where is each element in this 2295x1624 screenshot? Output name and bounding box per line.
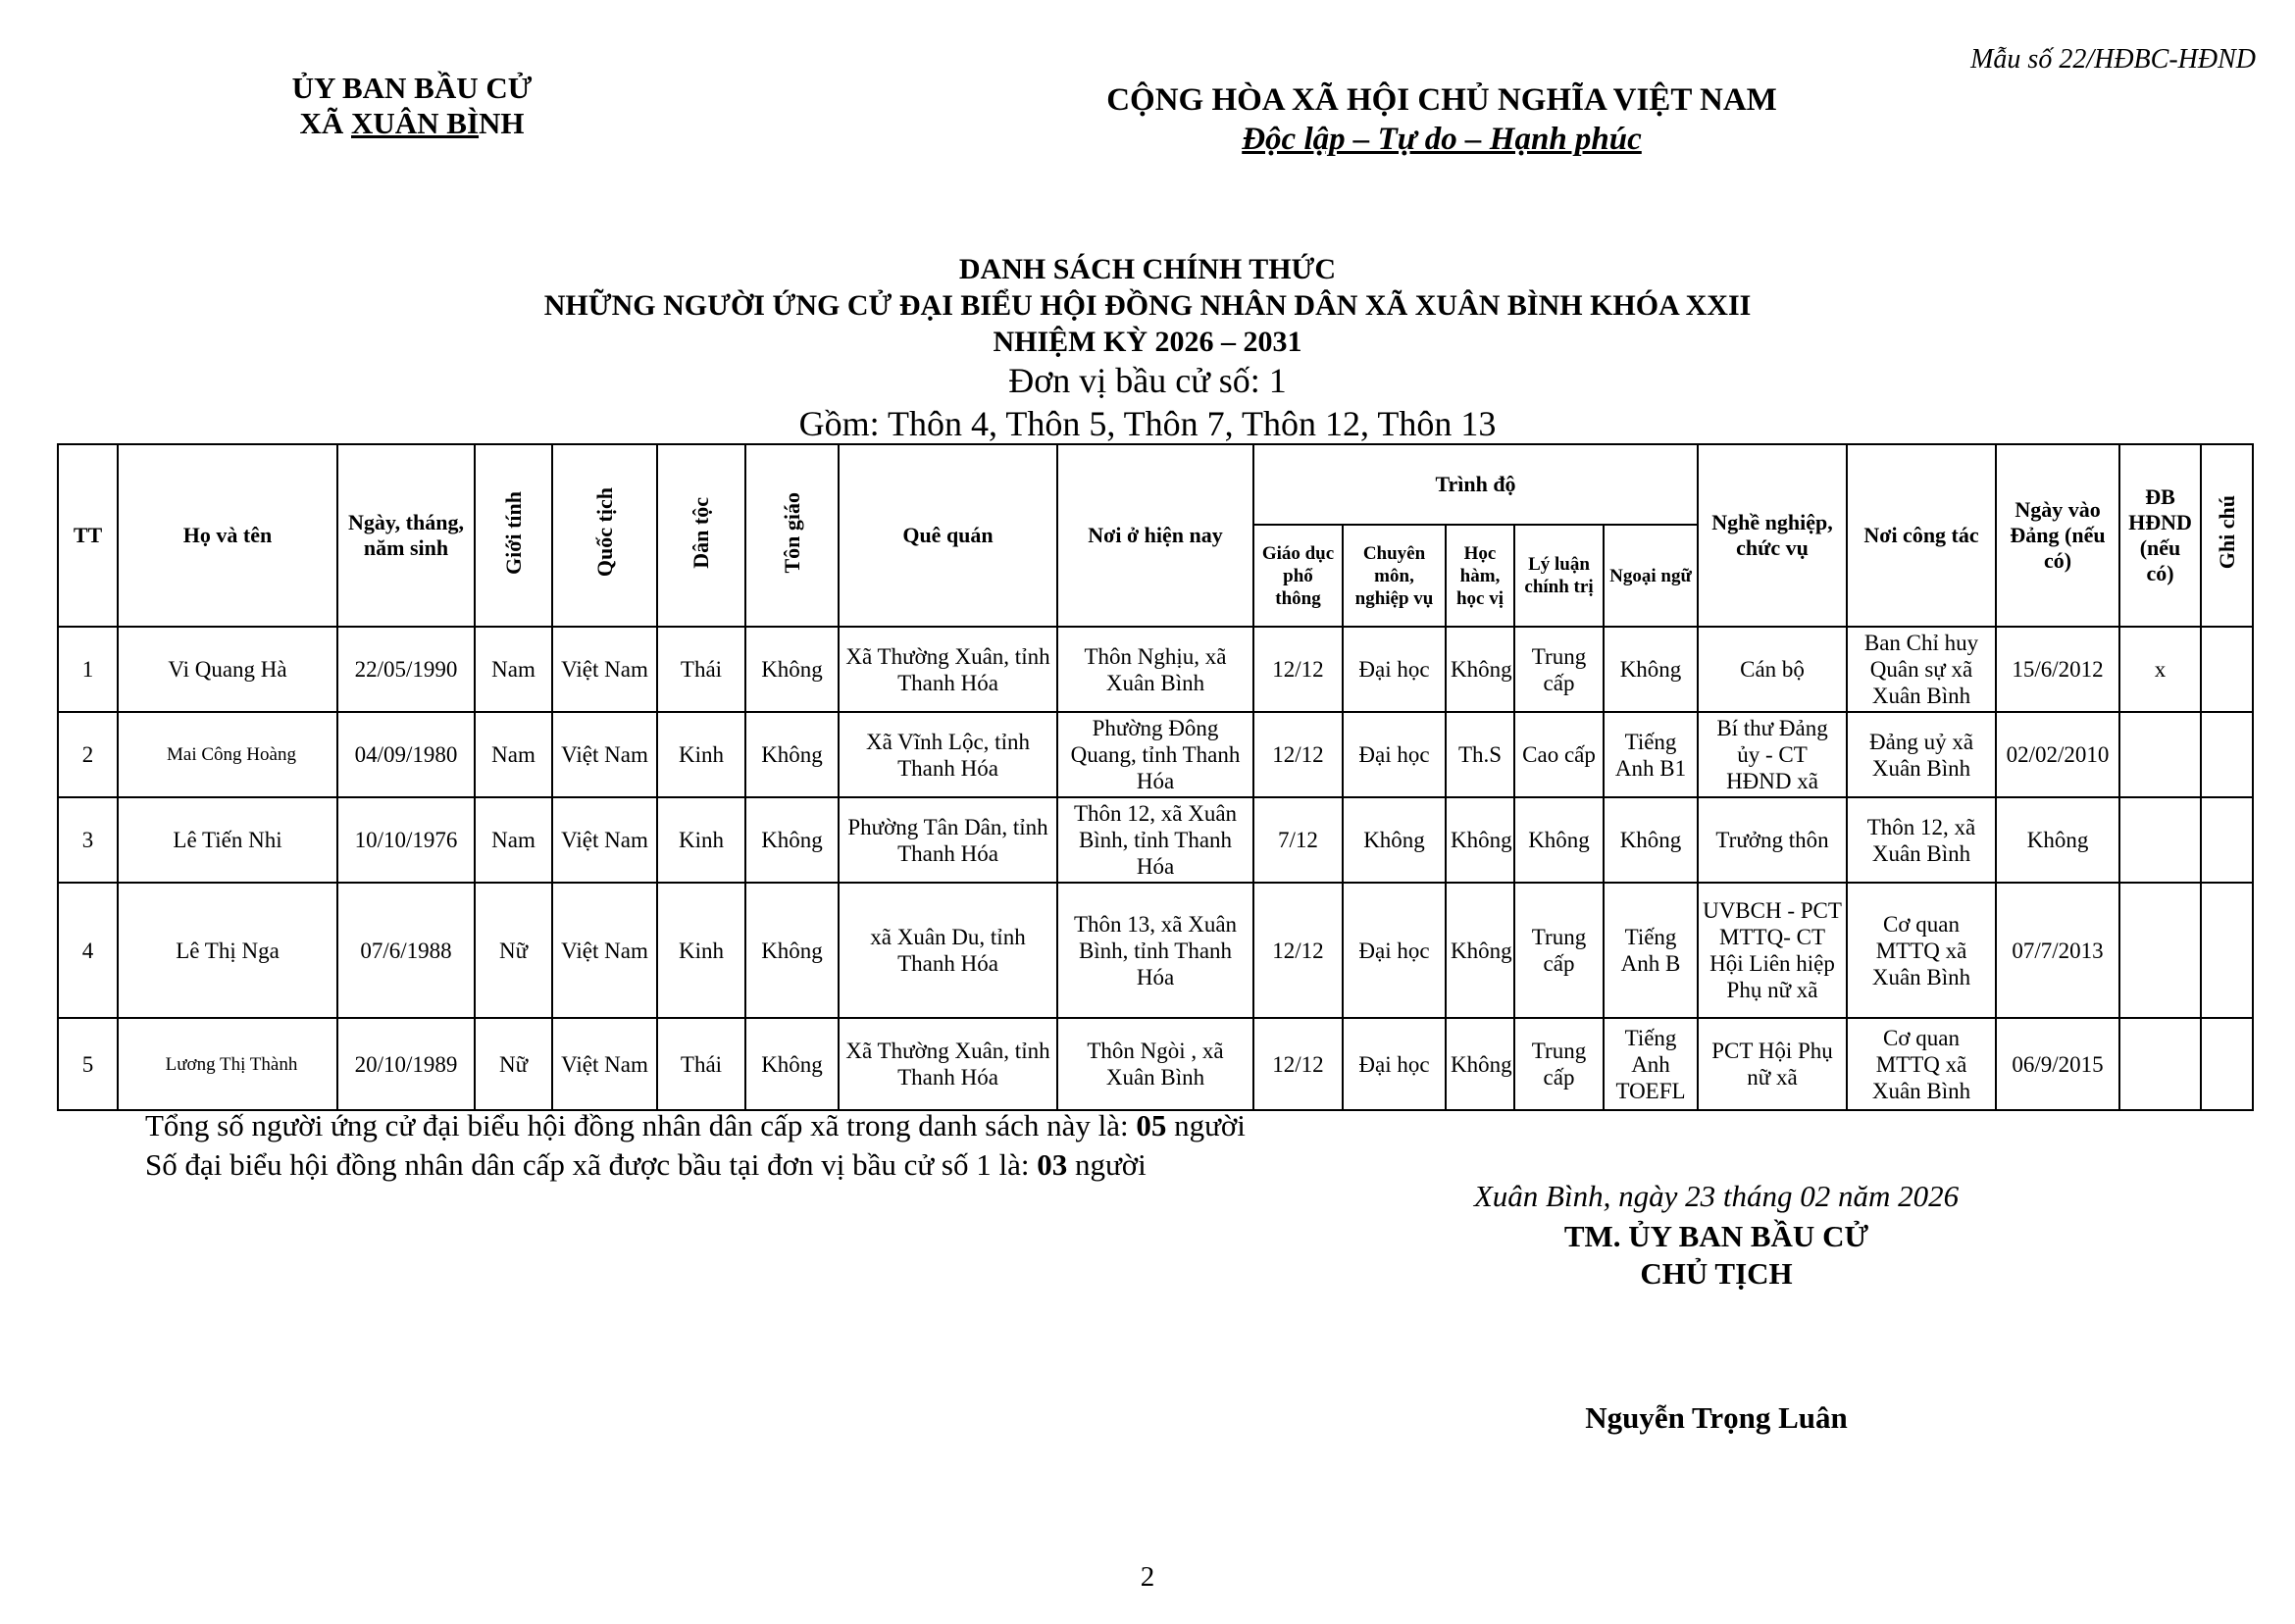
cell-nationality: Việt Nam <box>552 627 657 712</box>
title-line2: NHỮNG NGƯỜI ỨNG CỬ ĐẠI BIỂU HỘI ĐỒNG NHÂN DÂN XÃ XUÂN BÌNH KHÓA XXII <box>543 289 1752 322</box>
cell-note <box>2201 1018 2253 1110</box>
cell-note <box>2201 712 2253 797</box>
table-row <box>58 712 2253 797</box>
cell-general-edu: 12/12 <box>1253 1018 1343 1110</box>
cell-dob: 10/10/1976 <box>337 797 475 883</box>
cell-ethnicity: Thái <box>657 1018 745 1110</box>
cell-language: Tiếng Anh B1 <box>1604 712 1698 797</box>
national-header <box>1079 80 1805 159</box>
title-line1: DANH SÁCH CHÍNH THỨC <box>958 253 1337 285</box>
cell-hometown: Phường Tân Dân, tỉnh Thanh Hóa <box>839 797 1057 883</box>
cell-language: Không <box>1604 627 1698 712</box>
cell-note <box>2201 797 2253 883</box>
cell-nationality: Việt Nam <box>552 797 657 883</box>
header-nationality <box>552 444 657 627</box>
cell-occupation: UVBCH - PCT MTTQ- CT Hội Liên hiệp Phụ nữ xã <box>1698 883 1847 1018</box>
cell-party-date: 07/7/2013 <box>1996 883 2119 1018</box>
header-note <box>2201 444 2253 627</box>
cell-party-date: 15/6/2012 <box>1996 627 2119 712</box>
header-language: Ngoại ngữ <box>1604 525 1698 627</box>
cell-academic: Không <box>1446 883 1514 1018</box>
summary-line1-count: 05 <box>1136 1108 1167 1142</box>
cell-nationality: Việt Nam <box>552 712 657 797</box>
table-row <box>58 883 2253 1018</box>
cell-note <box>2201 883 2253 1018</box>
summary-line1-unit: người <box>1166 1108 1246 1142</box>
committee-header <box>255 71 569 141</box>
document-title <box>0 251 2295 360</box>
cell-professional: Không <box>1343 797 1446 883</box>
cell-religion: Không <box>745 627 839 712</box>
cell-party-date: 02/02/2010 <box>1996 712 2119 797</box>
summary-line1-text: Tổng số người ứng cử đại biểu hội đồng nhân dân cấp xã trong danh sách này là: <box>145 1108 1137 1142</box>
cell-tt: 3 <box>58 797 118 883</box>
signature-title: CHỦ TỊCH <box>1640 1256 1793 1291</box>
cell-nationality: Việt Nam <box>552 1018 657 1110</box>
cell-ethnicity: Thái <box>657 627 745 712</box>
cell-religion: Không <box>745 1018 839 1110</box>
cell-professional: Đại học <box>1343 627 1446 712</box>
cell-academic: Không <box>1446 797 1514 883</box>
cell-general-edu: 7/12 <box>1253 797 1343 883</box>
header-hometown: Quê quán <box>839 444 1057 627</box>
cell-language: Tiếng Anh TOEFL <box>1604 1018 1698 1110</box>
header-ethnicity <box>657 444 745 627</box>
cell-residence: Phường Đông Quang, tỉnh Thanh Hóa <box>1057 712 1253 797</box>
cell-workplace: Đảng uỷ xã Xuân Bình <box>1847 712 1996 797</box>
cell-hometown: Xã Thường Xuân, tỉnh Thanh Hóa <box>839 1018 1057 1110</box>
page-number: 2 <box>1140 1561 1155 1593</box>
cell-ethnicity: Kinh <box>657 797 745 883</box>
cell-party-date: Không <box>1996 797 2119 883</box>
cell-general-edu: 12/12 <box>1253 712 1343 797</box>
electoral-unit-number: Đơn vị bầu cử số: 1 <box>1008 361 1287 400</box>
header-professional: Chuyên môn, nghiệp vụ <box>1343 525 1446 627</box>
signature-name: Nguyễn Trọng Luân <box>1585 1400 1848 1435</box>
committee-line2-suffix: NH <box>479 106 525 140</box>
cell-residence: Thôn 13, xã Xuân Bình, tỉnh Thanh Hóa <box>1057 883 1253 1018</box>
cell-residence: Thôn Nghịu, xã Xuân Bình <box>1057 627 1253 712</box>
summary-line2-count: 03 <box>1037 1147 1068 1182</box>
header-party-date: Ngày vào Đảng (nếu có) <box>1996 444 2119 627</box>
cell-name: Lê Tiến Nhi <box>118 797 337 883</box>
signature-block <box>1422 1218 2011 1293</box>
header-level: Trình độ <box>1253 444 1698 525</box>
cell-religion: Không <box>745 883 839 1018</box>
cell-party-date: 06/9/2015 <box>1996 1018 2119 1110</box>
committee-line2-prefix: XÃ <box>299 106 351 140</box>
cell-professional: Đại học <box>1343 712 1446 797</box>
cell-hometown: Xã Thường Xuân, tỉnh Thanh Hóa <box>839 627 1057 712</box>
table-row <box>58 1018 2253 1110</box>
signature-place-date: Xuân Bình, ngày 23 tháng 02 năm 2026 <box>1473 1179 1960 1213</box>
cell-gender: Nữ <box>475 1018 552 1110</box>
summary-line1 <box>145 1106 1246 1145</box>
cell-workplace: Thôn 12, xã Xuân Bình <box>1847 797 1996 883</box>
summary-line2-text: Số đại biểu hội đồng nhân dân cấp xã được bầu tại đơn vị bầu cử số 1 là: <box>145 1147 1038 1182</box>
summary-line2-unit: người <box>1067 1147 1147 1182</box>
table-row <box>58 627 2253 712</box>
cell-political: Trung cấp <box>1514 1018 1604 1110</box>
cell-dob: 04/09/1980 <box>337 712 475 797</box>
cell-gender: Nam <box>475 712 552 797</box>
header-residence: Nơi ở hiện nay <box>1057 444 1253 627</box>
cell-occupation: Cán bộ <box>1698 627 1847 712</box>
cell-professional: Đại học <box>1343 1018 1446 1110</box>
cell-gender: Nữ <box>475 883 552 1018</box>
cell-workplace: Ban Chỉ huy Quân sự xã Xuân Bình <box>1847 627 1996 712</box>
cell-hometown: xã Xuân Du, tỉnh Thanh Hóa <box>839 883 1057 1018</box>
cell-dob: 22/05/1990 <box>337 627 475 712</box>
cell-general-edu: 12/12 <box>1253 627 1343 712</box>
cell-delegate: x <box>2119 627 2201 712</box>
header-religion <box>745 444 839 627</box>
header-nationality-label: Quốc tịch <box>591 487 617 578</box>
cell-delegate <box>2119 1018 2201 1110</box>
cell-political: Trung cấp <box>1514 627 1604 712</box>
cell-religion: Không <box>745 797 839 883</box>
header-name: Họ và tên <box>118 444 337 627</box>
cell-occupation: Trưởng thôn <box>1698 797 1847 883</box>
header-gender-label: Giới tính <box>500 490 526 575</box>
cell-ethnicity: Kinh <box>657 883 745 1018</box>
header-academic: Học hàm, học vị <box>1446 525 1514 627</box>
summary-line2 <box>145 1145 1246 1185</box>
nation-motto: Độc lập – Tự do – Hạnh phúc <box>1242 122 1642 157</box>
committee-line1: ỦY BAN BẦU CỬ <box>291 71 533 105</box>
header-general-edu: Giáo dục phổ thông <box>1253 525 1343 627</box>
cell-name: Lương Thị Thành <box>118 1018 337 1110</box>
header-political: Lý luận chính trị <box>1514 525 1604 627</box>
nation-name: CỘNG HÒA XÃ HỘI CHỦ NGHĨA VIỆT NAM <box>1106 82 1777 118</box>
header-occupation: Nghề nghiệp, chức vụ <box>1698 444 1847 627</box>
cell-language: Không <box>1604 797 1698 883</box>
cell-general-edu: 12/12 <box>1253 883 1343 1018</box>
cell-dob: 20/10/1989 <box>337 1018 475 1110</box>
cell-name: Mai Công Hoàng <box>118 712 337 797</box>
form-number: Mẫu số 22/HĐBC-HĐND <box>1970 44 2256 75</box>
header-delegate: ĐB HĐND (nếu có) <box>2119 444 2201 627</box>
cell-residence: Thôn Ngòi , xã Xuân Bình <box>1057 1018 1253 1110</box>
electoral-unit-includes: Gồm: Thôn 4, Thôn 5, Thôn 7, Thôn 12, Thôn 13 <box>798 404 1497 443</box>
candidate-table <box>57 443 2254 1111</box>
cell-academic: Th.S <box>1446 712 1514 797</box>
cell-name: Lê Thị Nga <box>118 883 337 1018</box>
cell-tt: 4 <box>58 883 118 1018</box>
cell-residence: Thôn 12, xã Xuân Bình, tỉnh Thanh Hóa <box>1057 797 1253 883</box>
cell-workplace: Cơ quan MTTQ xã Xuân Bình <box>1847 883 1996 1018</box>
cell-tt: 1 <box>58 627 118 712</box>
cell-ethnicity: Kinh <box>657 712 745 797</box>
cell-language: Tiếng Anh B <box>1604 883 1698 1018</box>
summary <box>145 1106 1246 1185</box>
header-workplace: Nơi công tác <box>1847 444 1996 627</box>
committee-line2 <box>255 106 569 141</box>
header-gender <box>475 444 552 627</box>
cell-occupation: PCT Hội Phụ nữ xã <box>1698 1018 1847 1110</box>
cell-professional: Đại học <box>1343 883 1446 1018</box>
committee-line2-underlined: XUÂN BÌ <box>350 106 480 140</box>
cell-political: Cao cấp <box>1514 712 1604 797</box>
cell-tt: 5 <box>58 1018 118 1110</box>
header-note-label: Ghi chú <box>2214 495 2239 570</box>
cell-gender: Nam <box>475 797 552 883</box>
cell-academic: Không <box>1446 1018 1514 1110</box>
cell-delegate <box>2119 797 2201 883</box>
cell-occupation: Bí thư Đảng ủy - CT HĐND xã <box>1698 712 1847 797</box>
header-religion-label: Tôn giáo <box>779 491 804 574</box>
cell-tt: 2 <box>58 712 118 797</box>
cell-delegate <box>2119 712 2201 797</box>
cell-hometown: Xã Vĩnh Lộc, tỉnh Thanh Hóa <box>839 712 1057 797</box>
electoral-unit <box>0 359 2295 445</box>
header-ethnicity-label: Dân tộc <box>688 496 713 569</box>
cell-academic: Không <box>1446 627 1514 712</box>
header-tt: TT <box>58 444 118 627</box>
cell-religion: Không <box>745 712 839 797</box>
signature-on-behalf: TM. ỦY BAN BẦU CỬ <box>1563 1219 1869 1253</box>
cell-political: Trung cấp <box>1514 883 1604 1018</box>
cell-political: Không <box>1514 797 1604 883</box>
cell-workplace: Cơ quan MTTQ xã Xuân Bình <box>1847 1018 1996 1110</box>
cell-delegate <box>2119 883 2201 1018</box>
cell-gender: Nam <box>475 627 552 712</box>
cell-name: Vi Quang Hà <box>118 627 337 712</box>
table-row <box>58 797 2253 883</box>
header-dob: Ngày, tháng, năm sinh <box>337 444 475 627</box>
cell-nationality: Việt Nam <box>552 883 657 1018</box>
cell-dob: 07/6/1988 <box>337 883 475 1018</box>
cell-note <box>2201 627 2253 712</box>
title-line3: NHIỆM KỲ 2026 – 2031 <box>993 326 1302 358</box>
